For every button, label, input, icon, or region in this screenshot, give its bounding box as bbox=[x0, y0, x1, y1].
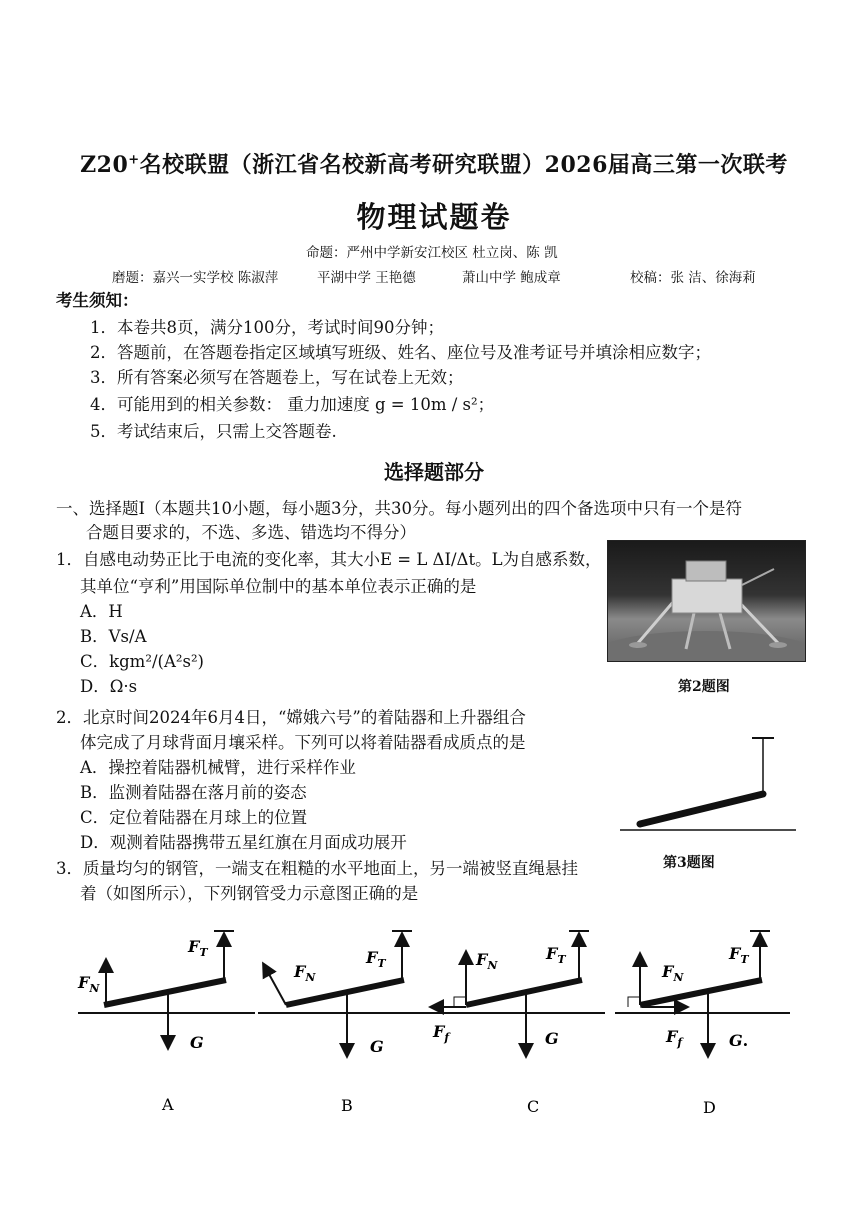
fig3-diagram bbox=[612, 732, 802, 842]
part1-heading-cont: 合题目要求的，不选、多选、错选均不得分） bbox=[86, 523, 416, 542]
q1-stem: 1．自感电动势正比于电流的变化率，其大小E = L ΔI/Δt。L为自感系数， bbox=[56, 550, 602, 569]
fig3-caption: 第3题图 bbox=[663, 855, 715, 871]
diagram-b bbox=[258, 931, 430, 1056]
q2-option-d: D．观测着陆器携带五星红旗在月面成功展开 bbox=[80, 833, 407, 852]
choice-label-a: A bbox=[162, 1095, 174, 1114]
fig2-caption: 第2题图 bbox=[678, 679, 730, 695]
svg-text:G.: G. bbox=[729, 1031, 749, 1050]
force-diagrams bbox=[0, 915, 868, 1130]
diagram-c bbox=[430, 931, 605, 1055]
q1-option-a: A．H bbox=[80, 602, 123, 621]
q2-stem: 2．北京时间2024年6月4日，“嫦娥六号”的着陆器和上升器组合 bbox=[56, 708, 526, 727]
authors-line: 命题：严州中学新安江校区 杜立岗、陈 凯 bbox=[306, 245, 558, 261]
exam-title: Z20+名校联盟（浙江省名校新高考研究联盟）2026届高三第一次联考 bbox=[80, 152, 788, 178]
label-ff: $F_f$ bbox=[666, 1027, 683, 1049]
notice-item: 4．可能用到的相关参数： 重力加速度 g = 10m / s²； bbox=[90, 395, 495, 414]
part1-heading: 一、选择题Ⅰ（本题共10小题，每小题3分，共30分。每小题列出的四个备选项中只有一个是符 bbox=[56, 499, 743, 518]
q3-stem: 3．质量均匀的钢管，一端支在粗糙的水平地面上，另一端被竖直绳悬挂 bbox=[56, 859, 578, 878]
label-g: G bbox=[190, 1033, 204, 1052]
label-fn: $F_N$ bbox=[78, 973, 100, 995]
lander-photo bbox=[607, 540, 806, 662]
label-g: G bbox=[370, 1037, 384, 1056]
label-ft: $F_T$ bbox=[188, 937, 208, 959]
label-ft: $F_T$ bbox=[366, 948, 386, 970]
q2-stem-cont: 体完成了月球背面月壤采样。下列可以将着陆器看成质点的是 bbox=[80, 733, 526, 752]
diagram-d bbox=[615, 931, 790, 1055]
q2-option-a: A．操控着陆器机械臂，进行采样作业 bbox=[80, 758, 356, 777]
reviewer-3: 萧山中学 鲍成章 bbox=[462, 270, 561, 286]
proofreaders: 校稿：张 洁、徐海莉 bbox=[630, 270, 756, 286]
label-g: G bbox=[545, 1029, 559, 1048]
label-ff: $F_f$ bbox=[433, 1022, 450, 1044]
choice-label-d: D bbox=[703, 1098, 716, 1117]
paper-subtitle: 物理试题卷 bbox=[356, 200, 512, 234]
q1-option-c: C．kgm²/(A²s²) bbox=[80, 652, 204, 671]
choice-label-b: B bbox=[341, 1096, 353, 1115]
notice-item: 5．考试结束后，只需上交答题卷. bbox=[90, 422, 337, 441]
diagram-a bbox=[77, 931, 255, 1052]
label-ft: $F_T$ bbox=[546, 944, 566, 966]
label-fn: $F_N$ bbox=[476, 950, 498, 972]
reviewer-1: 磨题：嘉兴一实学校 陈淑萍 bbox=[112, 270, 279, 286]
label-fn: $F_N$ bbox=[294, 962, 316, 984]
section-title: 选择题部分 bbox=[384, 460, 484, 484]
q1-stem-cont: 其单位“亨利”用国际单位制中的基本单位表示正确的是 bbox=[80, 577, 477, 596]
q3-stem-cont: 着（如图所示），下列钢管受力示意图正确的是 bbox=[80, 884, 419, 903]
notice-item: 2．答题前，在答题卷指定区域填写班级、姓名、座位号及准考证号并填涂相应数字； bbox=[90, 343, 711, 362]
notice-item: 3．所有答案必须写在答题卷上，写在试卷上无效； bbox=[90, 368, 464, 387]
label-fn: $F_N$ bbox=[662, 962, 684, 984]
reviewer-2: 平湖中学 王艳德 bbox=[317, 270, 416, 286]
label-ft: $F_T$ bbox=[729, 944, 749, 966]
notice-heading: 考生须知： bbox=[56, 291, 139, 310]
q1-option-b: B．Vs/A bbox=[80, 627, 147, 646]
label-g: G bbox=[729, 1031, 743, 1050]
notice-item: 1．本卷共8页，满分100分，考试时间90分钟； bbox=[90, 318, 444, 337]
q2-option-b: B．监测着陆器在落月前的姿态 bbox=[80, 783, 307, 802]
q2-option-c: C．定位着陆器在月球上的位置 bbox=[80, 808, 308, 827]
choice-label-c: C bbox=[527, 1097, 540, 1116]
q1-option-d: D．Ω·s bbox=[80, 677, 138, 696]
